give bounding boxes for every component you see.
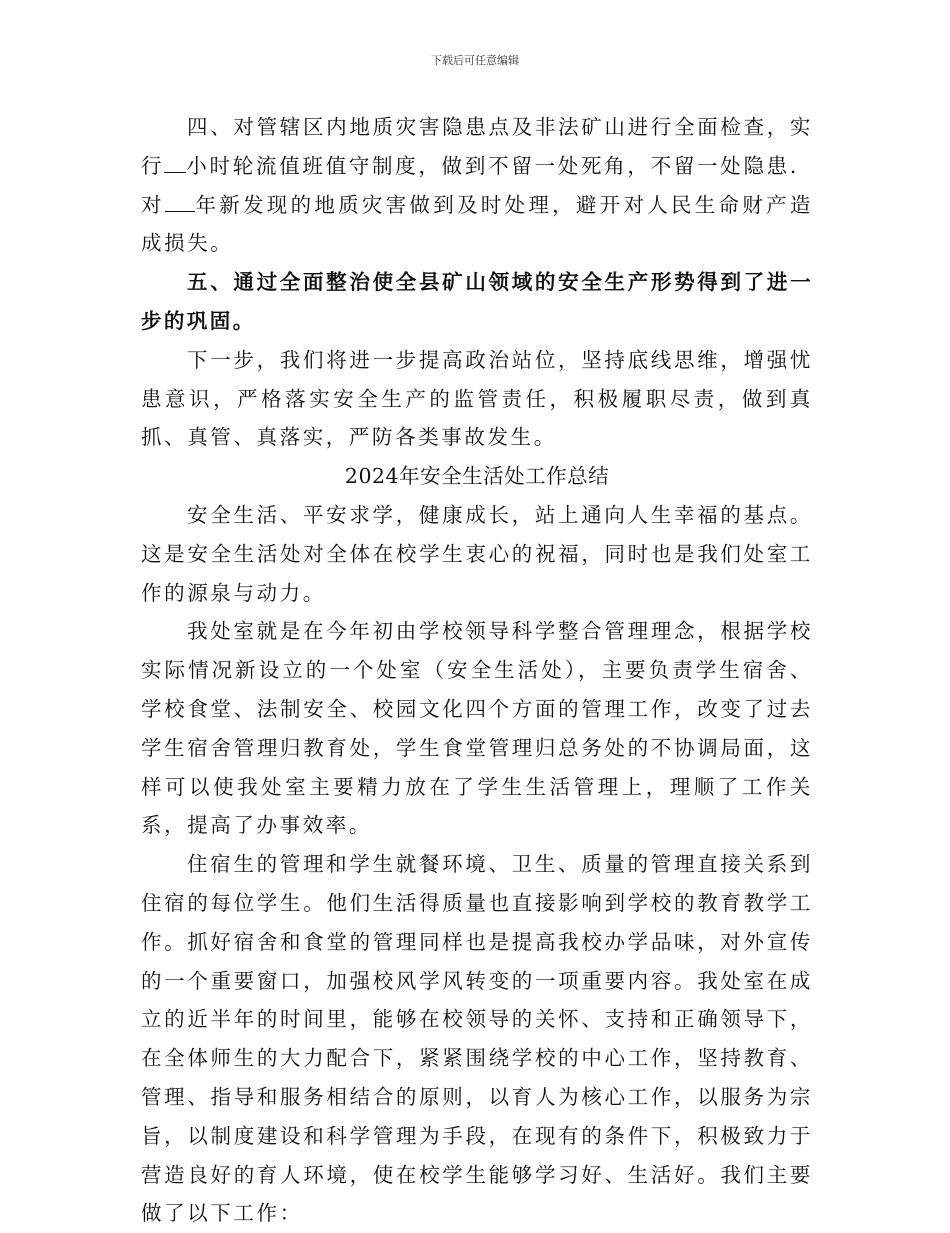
- paragraph-text: 年新发现的地质灾害做到及时处理，避开对人民生命财产造成损失。: [141, 192, 813, 256]
- blank-field-year: [165, 189, 195, 212]
- paragraph-text: 小时轮流值班值守制度，做到不留一处死角，不留一处隐患．对: [141, 153, 813, 217]
- paragraph-text: 四、对管辖区内地质灾害隐患点及非法矿山进行全面检查，实行: [141, 115, 813, 178]
- paragraph-next-step: 下一步，我们将进一步提高政治站位，坚持底线思维，增强忧患意识，严格落实安全生产的监管责任，积极履职尽责，做到真抓、真管、真落实，严防各类事故发生。: [141, 347, 813, 450]
- document-body: [141, 108, 813, 1233]
- page-header: 下载后可任意编辑: [431, 54, 519, 67]
- paragraph-inspection: [141, 108, 813, 263]
- paragraph-heading-five: 五、通过全面整治使全县矿山领域的安全生产形势得到了进一步的巩固。: [141, 270, 813, 333]
- paragraph-intro: 安全生活、平安求学，健康成长，站上通向人生幸福的基点。这是安全生活处对全体在校学生衷心的祝福，同时也是我们处室工作的源泉与动力。: [141, 502, 813, 605]
- paragraph-office-setup: 我处室就是在今年初由学校领导科学整合管理理念，根据学校实际情况新设立的一个处室（安全生活处），主要负责学生宿舍、学校食堂、法制安全、校园文化四个方面的管理工作，改变了过去学生宿舍管理归教育处，学生食堂管理归总务处的不协调局面，这样可以使我处室主要精力放在了学生生活管理上，理顺了工作关系，提高了办事效率。: [141, 619, 813, 838]
- paragraph-management: 住宿生的管理和学生就餐环境、卫生、质量的管理直接关系到住宿的每位学生。他们生活得质量也直接影响到学校的教育教学工作。抓好宿舍和食堂的管理同样也是提高我校办学品味，对外宣传的一个重要窗口，加强校风学风转变的一项重要内容。我处室在成立的近半年的时间里，能够在校领导的关怀、支持和正确领导下，在全体师生的大力配合下，紧紧围绕学校的中心工作，坚持教育、管理、指导和服务相结合的原则，以育人为核心工作，以服务为宗旨，以制度建设和科学管理为手段，在现有的条件下，积极致力于营造良好的育人环境，使在校学生能够学习好、生活好。我们主要做了以下工作：: [141, 852, 813, 1226]
- blank-field-hours: [164, 150, 186, 173]
- section-title: 2024年安全生活处工作总结: [344, 464, 610, 489]
